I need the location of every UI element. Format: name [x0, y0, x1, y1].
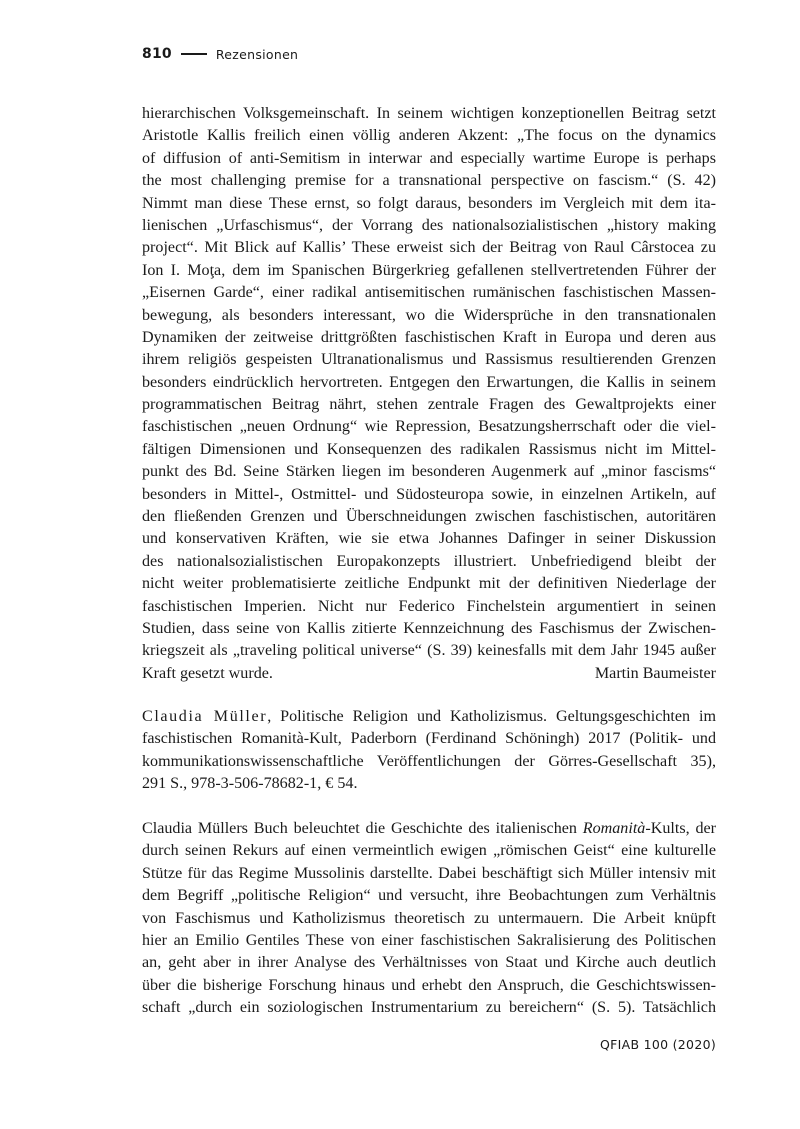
text-line: Dynamiken der zeitweise drittgrößten faschistischen Kraft in Europa und deren aus: [142, 328, 716, 346]
text-line: des nationalsozialistischen Europakonzepts illustriert. Unbefriedigend bleibt der: [142, 552, 716, 570]
text-line: punkt des Bd. Seine Stärken liegen im besonderen Augenmerk auf „minor fascisms“: [142, 463, 716, 481]
text-line: durch seinen Rekurs auf einen vermeintlich ewigen „römischen Geist“ eine kulturelle: [142, 842, 716, 860]
header-rule: [181, 53, 207, 55]
review-2-text: [142, 818, 716, 1020]
running-head: [142, 44, 298, 64]
text-line: [142, 818, 716, 840]
book-author: Claudia Müller: [142, 708, 268, 725]
text-line: von Faschismus und Katholizismus theoretisch zu untermauern. Die Arbeit knüpft: [142, 909, 716, 927]
page-number: 810: [142, 46, 172, 62]
text-line: 291 S., 978-3-506-78682-1, € 54.: [142, 775, 358, 793]
text-line: faschistischen „neuen Ordnung“ wie Repression, Besatzungsherrschaft oder die viel-: [142, 418, 716, 436]
text-line: dem Begriff „politische Religion“ und versucht, ihre Beobachtungen zum Verhältnis: [142, 887, 716, 905]
journal-footer: QFIAB 100 (2020): [599, 1037, 716, 1052]
text-line: programmatischen Beitrag nährt, stehen zentrale Fragen des Gewaltprojekts einer: [142, 396, 716, 414]
final-text-line: Kraft gesetzt wurde.: [142, 664, 273, 682]
text-line: den fließenden Grenzen und Überschneidungen zwischen faschistischen, autoritären: [142, 508, 716, 526]
text-line: kommunikationswissenschaftliche Veröffentlichungen der Görres-Gesellschaft 35),: [142, 752, 716, 770]
text-line: nicht weiter problematisierte zeitliche Endpunkt mit der definitiven Niederlage der: [142, 575, 716, 593]
text-line: Studien, dass seine von Kallis zitierte Kennzeichnung des Faschismus der Zwischen-: [142, 619, 716, 637]
text-line: besonders in Mittel-, Ostmittel- und Südosteuropa sowie, in einzelnen Artikeln, auf: [142, 485, 716, 503]
italic-term: Romanità: [582, 820, 646, 837]
review-1-text: [142, 103, 716, 685]
text-line: an, geht aber in ihrer Analyse des Verhältnisses von Staat und Kirche auch deutlich: [142, 954, 716, 972]
text-line: project“. Mit Blick auf Kallis’ These erweist sich der Beitrag von Raul Cârstocea zu: [142, 239, 716, 257]
final-line-with-signature: [142, 663, 716, 685]
section-title: Rezensionen: [215, 46, 299, 62]
bibliographic-entry: [142, 706, 716, 796]
text-line: Nimmt man diese These ernst, so folgt daraus, besonders im Vergleich mit dem ita-: [142, 194, 716, 212]
text-line: of diffusion of anti-Semitism in interwar and especially wartime Europe is perhaps: [142, 149, 716, 167]
text-line: hierarchischen Volksgemeinschaft. In seinem wichtigen konzeptionellen Beitrag setzt: [142, 105, 716, 122]
text-line: Stütze für das Regime Mussolinis darstellte. Dabei beschäftigt sich Müller intensiv mit: [142, 864, 716, 882]
text-line: über die bisherige Forschung hinaus und erhebt den Anspruch, die Geschichtswissen-: [142, 976, 716, 994]
text-line: besonders eindrücklich hervortreten. Entgegen den Erwartungen, die Kallis in seinem: [142, 373, 716, 391]
text-fragment: -Kults, der: [645, 820, 716, 837]
text-line: Aristotle Kallis freilich einen völlig anderen Akzent: „The focus on the dynamics: [142, 127, 716, 145]
text-line: ihrem religiös gespeisten Ultranationalismus und Rassismus resultierenden Grenzen: [142, 351, 716, 369]
reviewer-name: Martin Baumeister: [594, 664, 716, 682]
text-line: kriegszeit als „traveling political universe“ (S. 39) keinesfalls mit dem Jahr 1945 außer: [142, 642, 716, 660]
text-line: Ion I. Moţa, dem im Spanischen Bürgerkrieg gefallenen stellvertretenden Führer der: [142, 261, 716, 279]
text-line: schaft „durch ein soziologischen Instrumentarium zu bereichern“ (S. 5). Tatsächlich: [142, 999, 716, 1017]
text-line: lienischen „Urfaschismus“, der Vorrang des nationalsozialistischen „history making: [142, 216, 716, 234]
text-line: bewegung, als besonders interessant, wo die Widersprüche in den transnationalen: [142, 306, 716, 324]
book-title-start: , Politische Religion und Katholizismus. Geltungsgeschichten im: [267, 708, 716, 725]
text-line: „Eisernen Garde“, einer radikal antisemitischen rumänischen faschistischen Massen-: [142, 284, 716, 302]
text-line: faschistischen Imperien. Nicht nur Federico Finchelstein argumentiert in seinen: [142, 597, 716, 615]
text-line: the most challenging premise for a transnational perspective on fascism.“ (S. 42): [142, 172, 716, 190]
text-line: fältigen Dimensionen und Konsequenzen des radikalen Rassismus nicht im Mittel-: [142, 440, 716, 458]
text-line: faschistischen Romanità-Kult, Paderborn (Ferdinand Schöningh) 2017 (Politik- und: [142, 730, 716, 748]
text-fragment: Claudia Müllers Buch beleuchtet die Geschichte des italienischen: [142, 820, 583, 837]
text-line: hier an Emilio Gentiles These von einer faschistischen Sakralisierung des Politischen: [142, 931, 716, 949]
text-line: und konservativen Kräften, wie sie etwa Johannes Dafinger in seiner Diskussion: [142, 530, 716, 548]
text-line: [142, 706, 716, 728]
